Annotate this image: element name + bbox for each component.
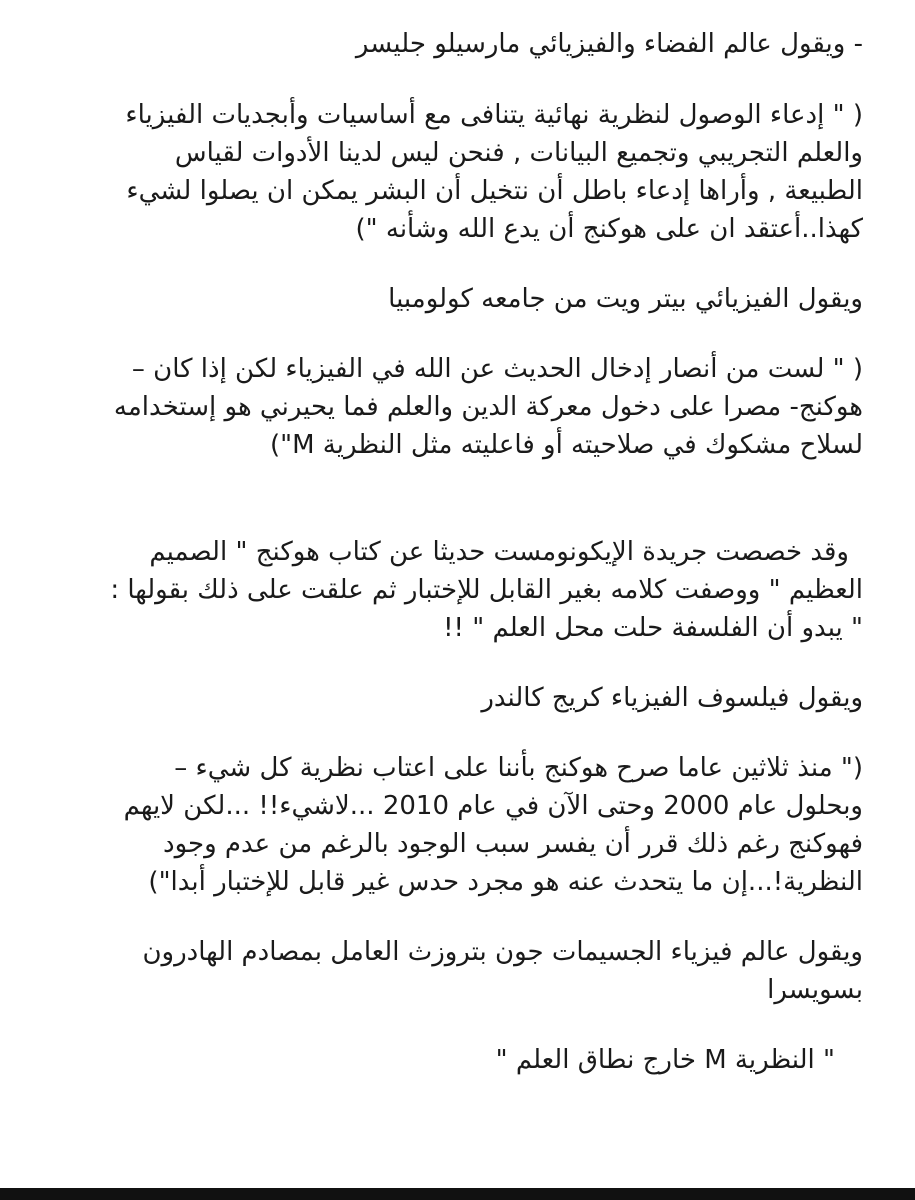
woit-intro-line: ويقول الفيزيائي بيتر ويت من جامعه كولومبيا — [388, 284, 863, 314]
butterworth-intro-line-1: ويقول عالم فيزياء الجسيمات جون بتروزث العامل بمصادم الهادرون — [142, 937, 863, 967]
callender-quote-line-3: فهوكنج رغم ذلك قرر أن يفسر سبب الوجود بالرغم من عدم وجود — [163, 829, 863, 859]
butterworth-intro-line-2: بسويسرا — [767, 975, 863, 1005]
glaser-quote-line-2: والعلم التجريبي وتجميع البيانات , فنحن ليس لدينا الأدوات لقياس — [174, 138, 863, 168]
woit-quote-line-2: هوكنج- مصرا على دخول معركة الدين والعلم فما يحيرني هو إستخدامه — [113, 392, 863, 422]
economist-line-2: العظيم " ووصفت كلامه بغير القابل للإختبار ثم علقت على ذلك بقولها : — [110, 575, 863, 605]
glaser-quote-line-4: كهذا..أعتقد ان على هوكنج أن يدع الله وشأنه ") — [355, 214, 863, 244]
glaser-quote-line-3: الطبيعة , وأراها إدعاء باطل أن نتخيل أن البشر يمكن ان يصلوا لشيء — [126, 176, 863, 206]
glaser-quote-line-1: ( " إدعاء الوصول لنظرية نهائية يتنافى مع أساسيات وأبجديات الفيزياء — [125, 100, 863, 130]
economist-line-1: وقد خصصت جريدة الإيكونومست حديثا عن كتاب هوكنج " الصميم — [149, 537, 849, 567]
callender-quote-line-2: وبحلول عام 2000 وحتى الآن في عام 2010 ...لاشيء!! ...لكن لايهم — [123, 791, 863, 821]
glaser-intro-line: - ويقول عالم الفضاء والفيزيائي مارسيلو جليسر — [355, 29, 863, 59]
callender-quote-line-1: (" منذ ثلاثين عاما صرح هوكنج بأننا على اعتاب نظرية كل شيء – — [174, 753, 863, 783]
woit-quote-line-1: ( " لست من أنصار إدخال الحديث عن الله في الفيزياء لكن إذا كان – — [131, 354, 863, 384]
woit-quote-line-3: لسلاح مشكوك في صلاحيته أو فاعليته مثل النظرية M") — [270, 430, 863, 460]
butterworth-quote-line: " النظرية M خارج نطاق العلم " — [495, 1045, 835, 1075]
callender-intro-line: ويقول فيلسوف الفيزياء كريج كالندر — [481, 683, 863, 713]
bottom-edge-bar — [0, 1188, 915, 1200]
callender-quote-line-4: النظرية!...إن ما يتحدث عنه هو مجرد حدس غير قابل للإختبار أبدا") — [148, 867, 863, 897]
economist-line-3: " يبدو أن الفلسفة حلت محل العلم " !! — [443, 613, 863, 643]
